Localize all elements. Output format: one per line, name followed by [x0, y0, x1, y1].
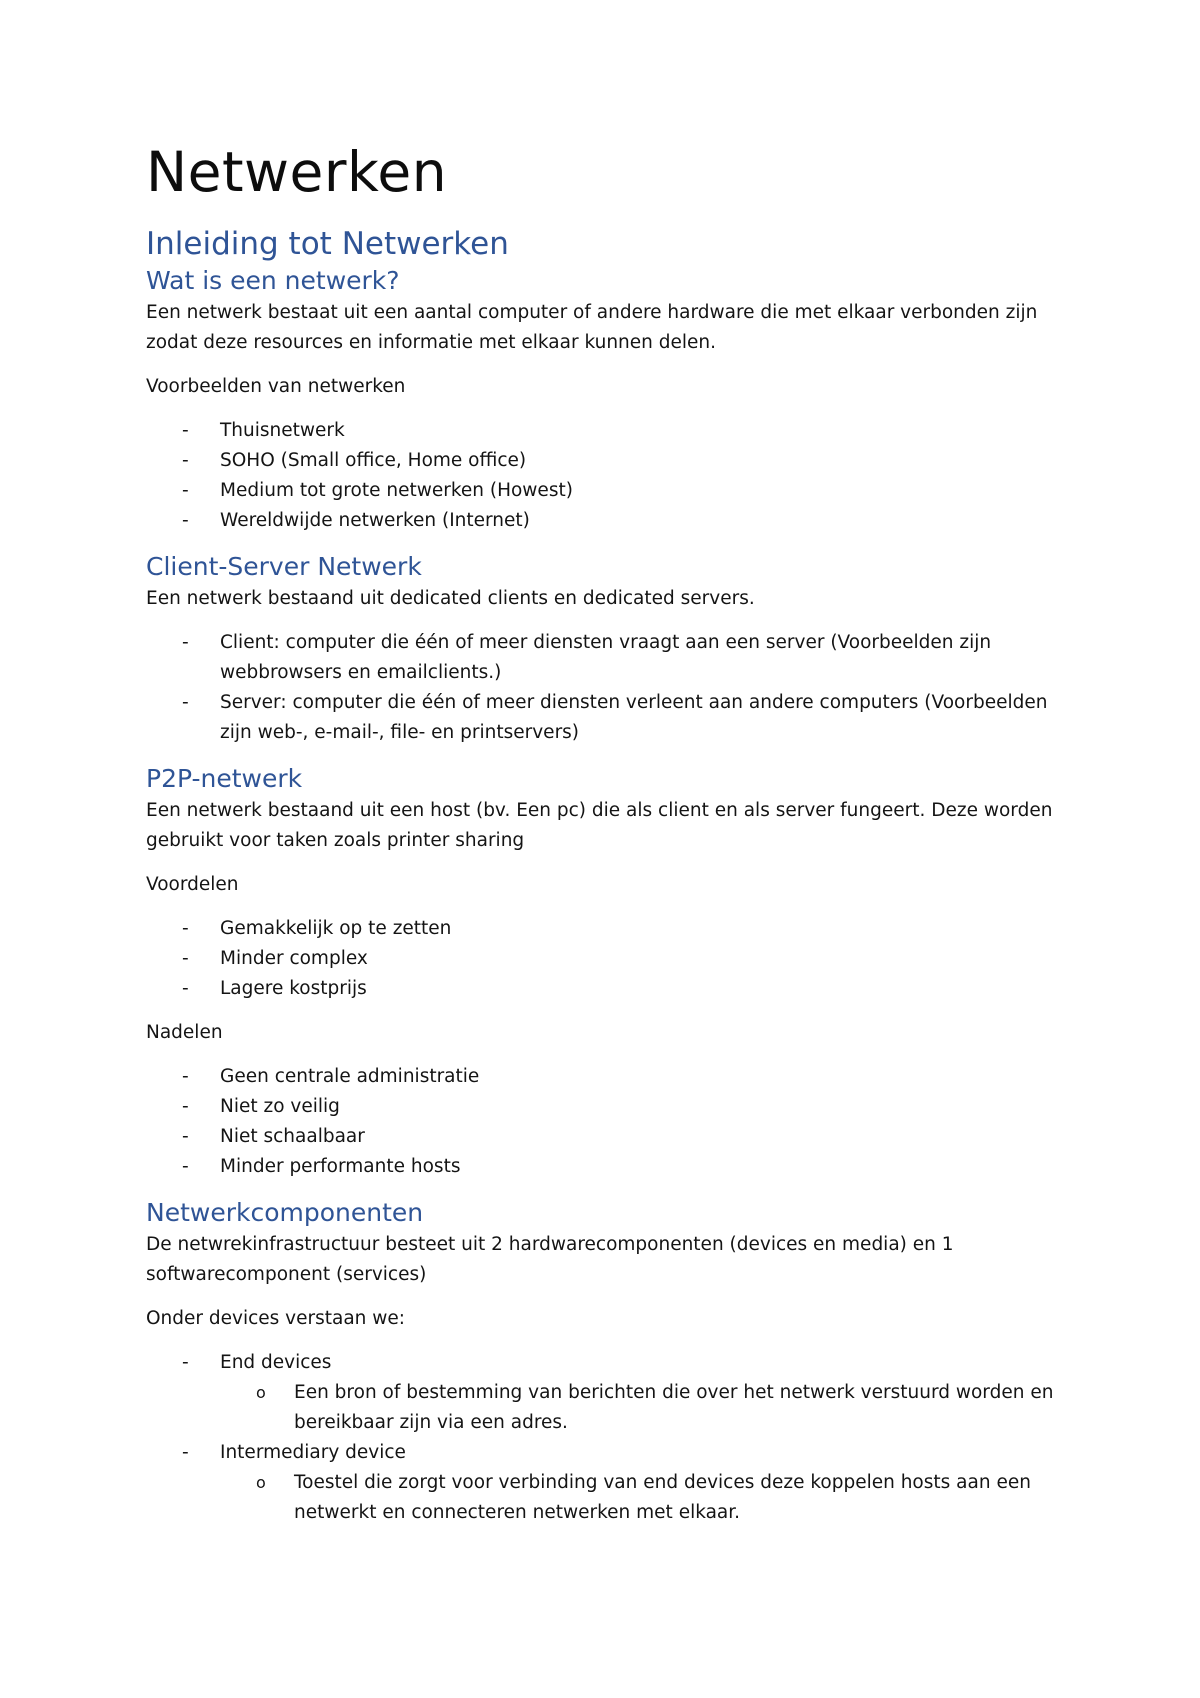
- heading-components: Netwerkcomponenten: [146, 1198, 424, 1227]
- heading-p2p: P2P-netwerk: [146, 764, 303, 793]
- dash-bullet-icon: -: [182, 918, 189, 939]
- dash-bullet-icon: -: [182, 1066, 189, 1087]
- dash-bullet-icon: -: [182, 480, 189, 501]
- dash-bullet-icon: -: [182, 632, 189, 653]
- heading-intro: Inleiding tot Netwerken: [146, 226, 509, 262]
- dash-bullet-icon: -: [182, 450, 189, 471]
- paragraph-components: De netwrekinfrastructuur besteet uit 2 hardwarecomponenten (devices en media) en 1 softwarecomponent (services): [146, 1234, 954, 1285]
- list-item: - Server: computer die één of meer diensten verleent aan andere computers (Voorbeelden zijn web-, e-mail-, file- en printservers): [146, 688, 1076, 748]
- list-item: - Thuisnetwerk: [146, 416, 1076, 446]
- list-network-examples: [146, 416, 1076, 536]
- list-client-server: [146, 628, 1076, 748]
- label-cons: Nadelen: [146, 1022, 223, 1043]
- label-pros: Voordelen: [146, 874, 239, 895]
- dash-bullet-icon: -: [182, 420, 189, 441]
- circle-bullet-icon: o: [256, 1473, 266, 1492]
- list-item: - Geen centrale administratie: [146, 1062, 1076, 1092]
- list-item: - Niet schaalbaar: [146, 1122, 1076, 1152]
- paragraph-p2p: Een netwerk bestaand uit een host (bv. Een pc) die als client en als server fungeert. Deze worden gebruikt voor taken zoals printer sharing: [146, 800, 1053, 851]
- sublist-intermediary-device: [220, 1468, 1076, 1528]
- list-item: - Wereldwijde netwerken (Internet): [146, 506, 1076, 536]
- sublist-item: o Een bron of bestemming van berichten die over het netwerk verstuurd worden en bereikbaar zijn via een adres.: [220, 1378, 1076, 1438]
- list-item: - Minder complex: [146, 944, 1076, 974]
- dash-bullet-icon: -: [182, 1096, 189, 1117]
- list-item: - Minder performante hosts: [146, 1152, 1076, 1182]
- dash-bullet-icon: -: [182, 1352, 189, 1373]
- sublist-end-devices: [220, 1378, 1076, 1438]
- heading-client-server: Client-Server Netwerk: [146, 552, 422, 581]
- list-pros: [146, 914, 1076, 1004]
- list-item: - Niet zo veilig: [146, 1092, 1076, 1122]
- heading-what-is-network: Wat is een netwerk?: [146, 266, 400, 295]
- label-devices: Onder devices verstaan we:: [146, 1308, 406, 1329]
- dash-bullet-icon: -: [182, 692, 189, 713]
- paragraph-client-server: Een netwerk bestaand uit dedicated clients en dedicated servers.: [146, 588, 755, 609]
- list-item: - Intermediary device o Toestel die zorgt voor verbinding van end devices deze koppelen hosts aan een netwerkt en connecteren netwerken met elkaar.: [146, 1438, 1076, 1528]
- document-title: Netwerken: [146, 140, 448, 204]
- dash-bullet-icon: -: [182, 1126, 189, 1147]
- list-item: - SOHO (Small office, Home office): [146, 446, 1076, 476]
- document-body: [146, 140, 1076, 1542]
- dash-bullet-icon: -: [182, 1442, 189, 1463]
- dash-bullet-icon: -: [182, 1156, 189, 1177]
- dash-bullet-icon: -: [182, 948, 189, 969]
- list-item: - Client: computer die één of meer diensten vraagt aan een server (Voorbeelden zijn webbrowsers en emailclients.): [146, 628, 1076, 688]
- list-item: - Medium tot grote netwerken (Howest): [146, 476, 1076, 506]
- label-network-examples: Voorbeelden van netwerken: [146, 376, 406, 397]
- list-cons: [146, 1062, 1076, 1182]
- sublist-item: o Toestel die zorgt voor verbinding van end devices deze koppelen hosts aan een netwerkt en connecteren netwerken met elkaar.: [220, 1468, 1076, 1528]
- list-item: - Gemakkelijk op te zetten: [146, 914, 1076, 944]
- list-devices: [146, 1348, 1076, 1528]
- list-item: - End devices o Een bron of bestemming van berichten die over het netwerk verstuurd worden en bereikbaar zijn via een adres.: [146, 1348, 1076, 1438]
- paragraph-what-is-network: Een netwerk bestaat uit een aantal computer of andere hardware die met elkaar verbonden zijn zodat deze resources en informatie met elkaar kunnen delen.: [146, 302, 1038, 353]
- circle-bullet-icon: o: [256, 1383, 266, 1402]
- list-item: - Lagere kostprijs: [146, 974, 1076, 1004]
- dash-bullet-icon: -: [182, 510, 189, 531]
- dash-bullet-icon: -: [182, 978, 189, 999]
